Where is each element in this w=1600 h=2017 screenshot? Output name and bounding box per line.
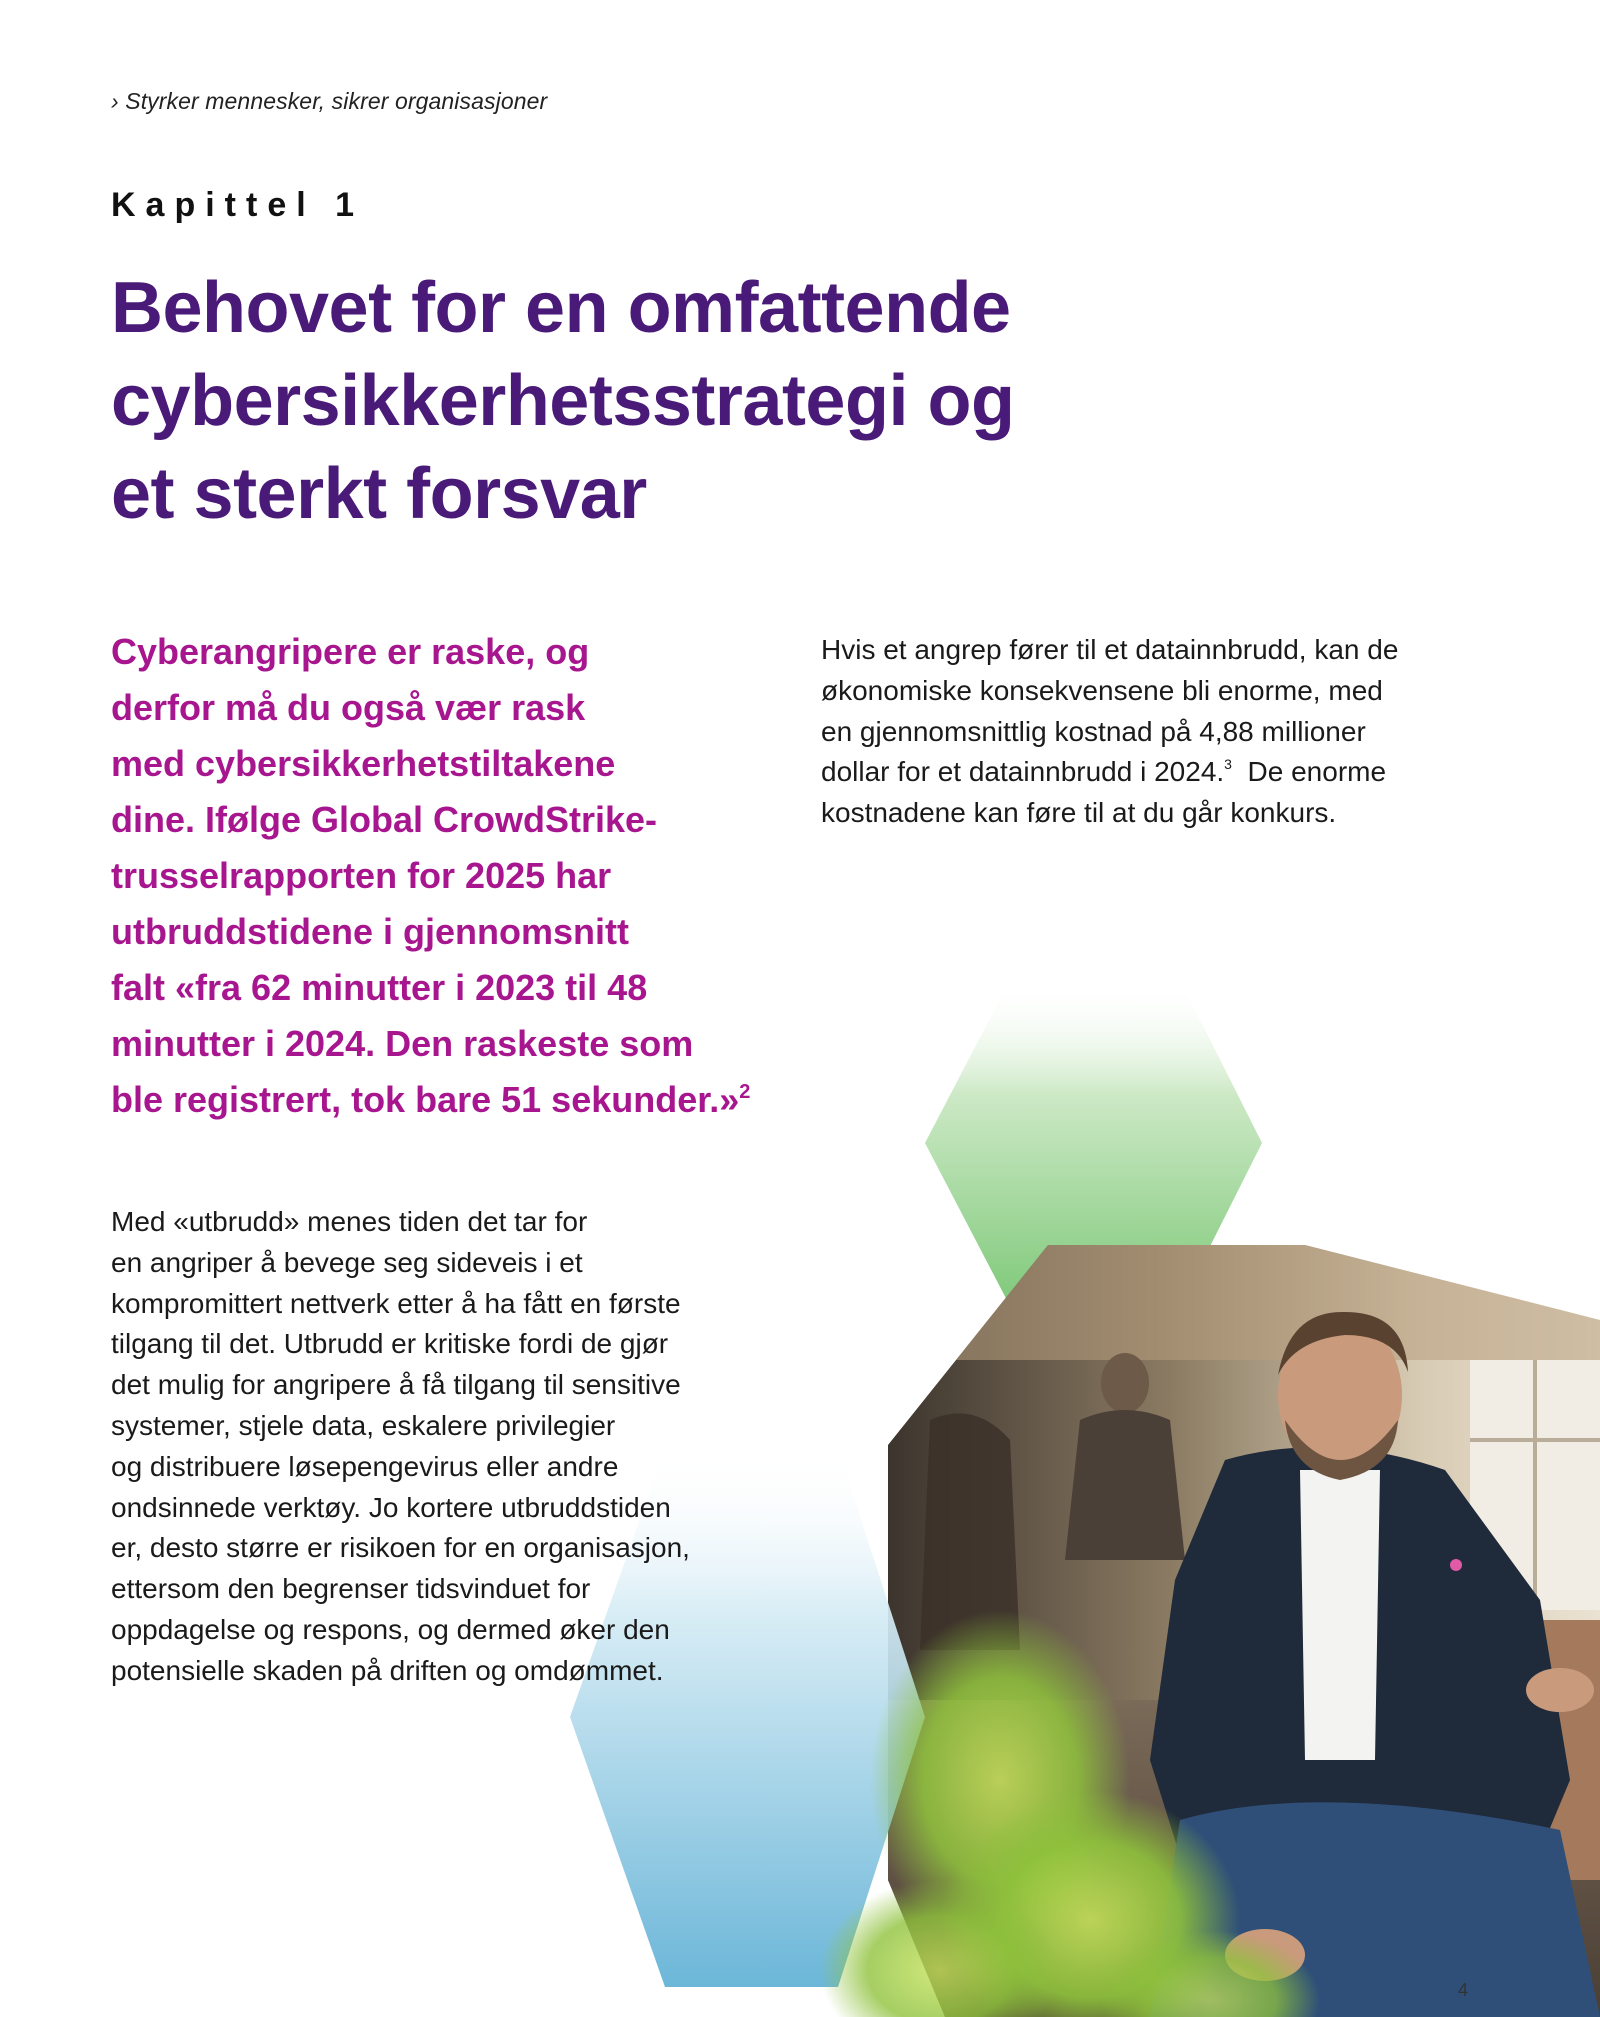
right-line: Hvis et angrep fører til et datainnbrudd, kan de bbox=[821, 634, 1399, 665]
lead-footnote-ref: 2 bbox=[739, 1081, 751, 1103]
title-line: Behovet for en omfattende bbox=[111, 268, 1011, 348]
title-line: et sterkt forsvar bbox=[111, 454, 647, 534]
lead-line: trusselrapporten for 2025 har bbox=[111, 855, 612, 896]
right-line: en gjennomsnittlig kostnad på 4,88 millioner bbox=[821, 715, 1366, 747]
left-line: og distribuere løsepengevirus eller andre bbox=[111, 1450, 619, 1482]
right-line-tail: De enorme bbox=[1247, 756, 1387, 788]
lead-line: Cyberangripere er raske, og bbox=[111, 631, 590, 672]
left-line: en angriper å bevege seg sideveis i et bbox=[111, 1246, 583, 1278]
left-line: Med «utbrudd» menes tiden det tar for bbox=[111, 1206, 588, 1237]
lead-line: falt «fra 62 minutter i 2023 til 48 bbox=[111, 967, 648, 1008]
left-line: systemer, stjele data, eskalere privilegier bbox=[111, 1409, 616, 1441]
left-line: ondsinnede verktøy. Jo kortere utbruddstiden bbox=[111, 1491, 671, 1523]
breadcrumb: › Styrker mennesker, sikrer organisasjoner bbox=[111, 88, 548, 114]
left-line: ettersom den begrenser tidsvinduet for bbox=[111, 1573, 591, 1605]
right-footnote-ref: 3 bbox=[1224, 756, 1232, 773]
left-line: er, desto større er risikoen for en organisasjon, bbox=[111, 1532, 690, 1564]
lead-line: utbruddstidene i gjennomsnitt bbox=[111, 911, 629, 952]
right-line: kostnadene kan føre til at du går konkurs. bbox=[821, 797, 1337, 829]
lead-line: med cybersikkerhetstiltakene bbox=[111, 743, 616, 784]
left-line: det mulig for angripere å få tilgang til sensitive bbox=[111, 1369, 681, 1401]
title-line: cybersikkerhetsstrategi og bbox=[111, 361, 1015, 441]
lead-line: derfor må du også vær rask bbox=[111, 687, 586, 728]
lead-line: minutter i 2024. Den raskeste som bbox=[111, 1023, 694, 1064]
chapter-label: Kapittel 1 bbox=[111, 186, 365, 224]
right-line-text: dollar for et datainnbrudd i 2024. bbox=[821, 756, 1225, 788]
right-line: økonomiske konsekvensene bli enorme, med bbox=[821, 674, 1383, 706]
lead-line: dine. Ifølge Global CrowdStrike- bbox=[111, 799, 658, 840]
left-line: tilgang til det. Utbrudd er kritiske fordi de gjør bbox=[111, 1328, 669, 1360]
page-number: 4 bbox=[1458, 1980, 1469, 2000]
left-line: potensielle skaden på driften og omdømmet. bbox=[111, 1654, 664, 1686]
left-line: kompromittert nettverk etter å ha fått en første bbox=[111, 1287, 681, 1319]
left-line: oppdagelse og respons, og dermed øker den bbox=[111, 1613, 670, 1645]
left-paragraph bbox=[111, 1202, 811, 1692]
lead-line-text: ble registrert, tok bare 51 sekunder.» bbox=[111, 1079, 740, 1120]
